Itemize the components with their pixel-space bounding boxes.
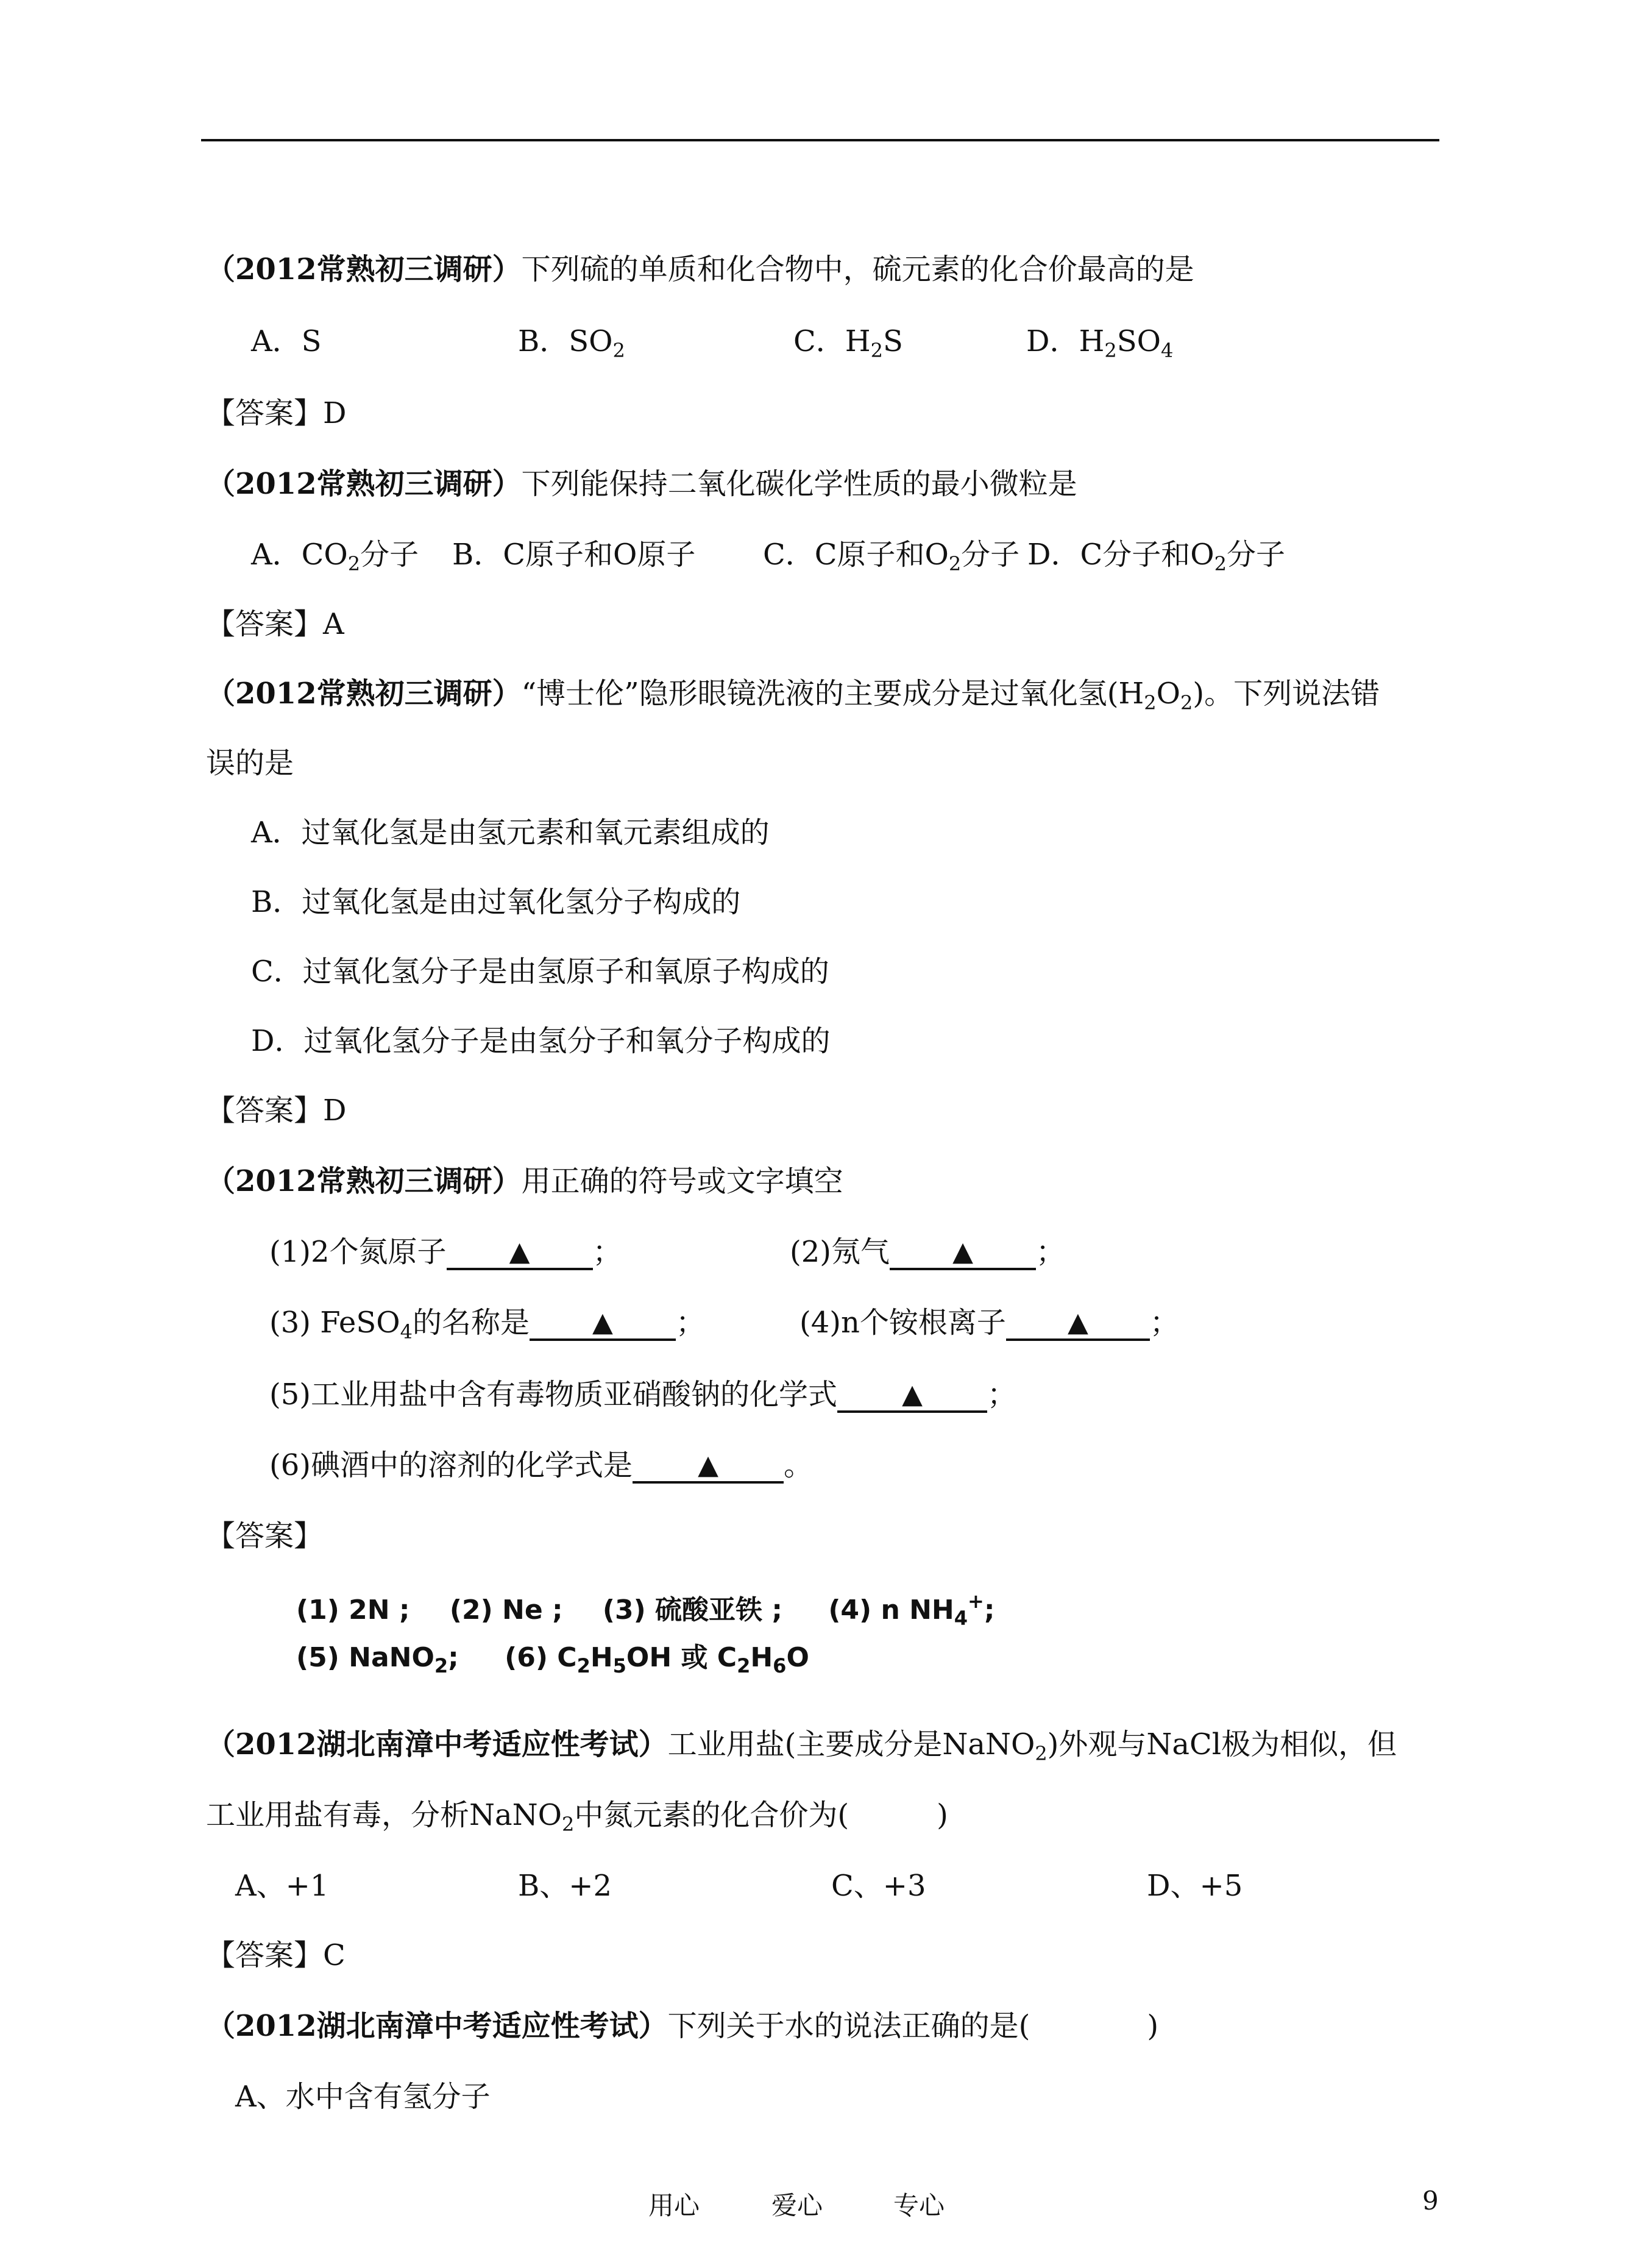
q1-stem <box>206 251 1194 288</box>
q3-source: （2012常熟初三调研） <box>206 677 522 711</box>
q4-blank-5[interactable]: ▲ <box>837 1379 987 1413</box>
q5-option-b: B、+2 <box>518 1869 612 1903</box>
q3-option-d: D．过氧化氢分子是由氢分子和氧分子构成的 <box>251 1024 831 1058</box>
q4-answer-label: 【答案】 <box>206 1519 324 1553</box>
q3-stem: （2012常熟初三调研）“博士伦”隐形眼镜洗液的主要成分是过氧化氢$(H_2O_2)$。下列说法错 <box>206 677 1380 714</box>
footer-motto-1: 用心 <box>648 2191 700 2220</box>
q2-option-d: D．C分子和$O_2$分子 <box>1027 538 1285 575</box>
q4-answer-line-2: (5) NaNO$_2$; (6) $C_2H_5OH$ 或 $C_2H_6O$ <box>296 1642 809 1677</box>
q5-answer: 【答案】C <box>206 1938 346 1972</box>
q4-blank-6[interactable]: ▲ <box>633 1449 784 1484</box>
q6-stem: （2012湖北南漳中考适应性考试）下列关于水的说法正确的是( ) <box>206 2009 1159 2043</box>
q5-option-d: D、+5 <box>1147 1869 1243 1903</box>
q1-option-b: B．$SO_2$ <box>518 324 625 362</box>
header-rule <box>201 139 1439 141</box>
q4-source: （2012常熟初三调研） <box>206 1164 522 1198</box>
footer-motto-2: 爱心 <box>771 2191 823 2220</box>
q1-stem-text: 下列硫的单质和化合物中，硫元素的化合价最高的是 <box>521 252 1194 286</box>
q5-option-a: A、+1 <box>235 1869 329 1903</box>
q4-blank-2[interactable]: ▲ <box>890 1236 1036 1270</box>
q5-source: （2012湖北南漳中考适应性考试） <box>206 1727 668 1761</box>
q4-part-6: (6)碘酒中的溶剂的化学式是 ▲ 。 <box>269 1448 814 1482</box>
q5-stem-line2: 工业用盐有毒，分析NaNO$_2$中氮元素的化合价为( ) <box>206 1798 948 1836</box>
q5-stem: （2012湖北南漳中考适应性考试）工业用盐(主要成分是NaNO$_2$)外观与NaCl极为相似，但 <box>206 1727 1397 1765</box>
q3-stem-line2: 误的是 <box>206 746 294 780</box>
q1-source: （2012常熟初三调研） <box>206 252 522 286</box>
q6-source: （2012湖北南漳中考适应性考试） <box>206 2009 668 2043</box>
q3-option-c: C．过氧化氢分子是由氢原子和氧原子构成的 <box>251 954 829 989</box>
q2-option-b: B．C原子和O原子 <box>452 538 696 572</box>
q1-option-a: A．S <box>251 324 322 358</box>
q3-option-b: B．过氧化氢是由过氧化氢分子构成的 <box>251 885 741 919</box>
q2-stem <box>206 466 1077 502</box>
q6-option-a: A、水中含有氢分子 <box>235 2080 491 2114</box>
q4-answer-line-1: (1) 2N ; (2) Ne ; (3) 硫酸亚铁 ; (4) n $NH_4^+$; <box>296 1590 995 1630</box>
q4-part-4: (4)n个铵根离子 ▲ ； <box>800 1306 1179 1340</box>
q3-answer: 【答案】D <box>206 1093 347 1128</box>
q4-blank-4[interactable]: ▲ <box>1006 1307 1150 1341</box>
q2-answer: 【答案】A <box>206 607 344 641</box>
q4-part-5: (5)工业用盐中含有毒物质亚硝酸钠的化学式 ▲ ； <box>269 1378 1017 1412</box>
q3-option-a: A．过氧化氢是由氢元素和氧元素组成的 <box>251 816 770 850</box>
q1-answer: 【答案】D <box>206 396 347 430</box>
q2-option-a: A．$CO_2$分子 <box>251 538 419 575</box>
page-number: 9 <box>1422 2186 1439 2216</box>
q4-stem: （2012常熟初三调研）用正确的符号或文字填空 <box>206 1164 843 1198</box>
q5-option-c: C、+3 <box>831 1869 926 1903</box>
footer-motto-3: 专心 <box>893 2191 945 2220</box>
q2-stem-text: 下列能保持二氧化碳化学性质的最小微粒是 <box>521 467 1077 501</box>
q1-option-d: D．$H_2SO_4$ <box>1026 324 1174 362</box>
q4-blank-3[interactable]: ▲ <box>530 1307 676 1341</box>
q1-option-c: C．$H_2S$ <box>793 324 903 362</box>
q4-part-3: (3) FeSO$_4$的名称是 ▲ ； <box>269 1306 705 1343</box>
q4-part-2: (2)氖气 ▲ ； <box>790 1235 1066 1269</box>
q2-source: （2012常熟初三调研） <box>206 467 522 501</box>
q4-blank-1[interactable]: ▲ <box>447 1236 593 1270</box>
q4-part-1: (1)2个氮原子 ▲ ； <box>269 1235 622 1269</box>
q2-option-c: C．C原子和$O_2$分子 <box>763 538 1020 575</box>
